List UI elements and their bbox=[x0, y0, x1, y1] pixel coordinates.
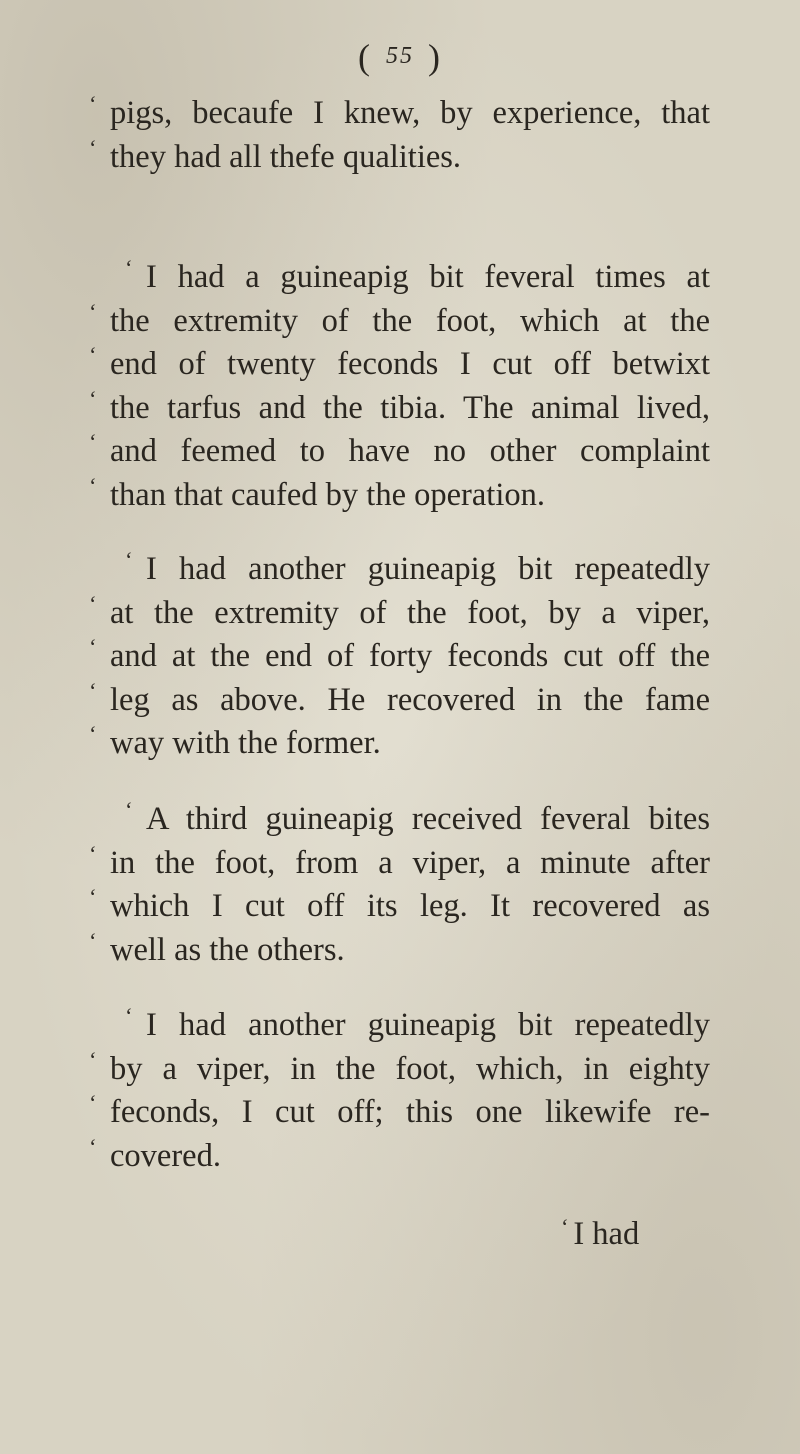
line-text: the tarfus and the tibia. The animal lived, bbox=[110, 389, 710, 426]
line-text: they had all thefe qualities. bbox=[110, 138, 462, 175]
line-text: end of twenty feconds I cut off betwixt bbox=[110, 346, 710, 382]
quote-mark: ‘ bbox=[88, 91, 96, 116]
paragraph-1 bbox=[88, 91, 710, 179]
paragraph-5 bbox=[88, 1003, 710, 1178]
text-line bbox=[88, 634, 710, 679]
line-text: at the extremity of the foot, by a viper, bbox=[110, 594, 710, 631]
quote-mark: ‘ bbox=[124, 255, 132, 280]
text-line bbox=[88, 884, 710, 929]
text-line bbox=[88, 342, 710, 387]
quote-mark: ‘ bbox=[88, 472, 96, 498]
text-line bbox=[88, 385, 710, 431]
line-text: feconds, I cut off; this one likewife re- bbox=[110, 1094, 710, 1130]
text-line bbox=[88, 677, 710, 723]
text-line bbox=[88, 590, 710, 636]
line-text: I had another guineapig bit repeatedly bbox=[146, 1007, 710, 1043]
catchword bbox=[560, 1216, 639, 1253]
line-text: than that caufed by the operation. bbox=[110, 476, 545, 513]
quote-mark: ‘ bbox=[88, 677, 96, 703]
text-line bbox=[88, 1090, 710, 1135]
quote-mark: ‘ bbox=[88, 721, 96, 746]
text-line bbox=[110, 798, 710, 842]
line-text: in the foot, from a viper, a minute after bbox=[110, 844, 710, 881]
quote-mark: ‘ bbox=[88, 134, 96, 160]
text-line bbox=[88, 927, 710, 973]
text-line bbox=[88, 840, 710, 886]
text-line bbox=[88, 1133, 710, 1179]
quote-mark: ‘ bbox=[88, 1090, 96, 1115]
text-line bbox=[88, 134, 710, 180]
quote-mark: ‘ bbox=[88, 429, 96, 454]
quote-mark: ‘ bbox=[88, 1133, 96, 1159]
quote-mark: ‘ bbox=[560, 1214, 568, 1239]
line-text: the extremity of the foot, which at the bbox=[110, 302, 710, 339]
quote-mark: ‘ bbox=[88, 634, 96, 659]
line-text: by a viper, in the foot, which, in eighty bbox=[110, 1050, 710, 1087]
quote-mark: ‘ bbox=[124, 797, 132, 822]
text-line bbox=[88, 429, 710, 474]
quote-mark: ‘ bbox=[88, 342, 96, 367]
text-line bbox=[88, 1046, 710, 1092]
page-number bbox=[0, 36, 800, 78]
line-text: I had a guineapig bit feveral times at bbox=[146, 259, 710, 295]
paragraph-2 bbox=[88, 255, 710, 517]
quote-mark: ‘ bbox=[88, 927, 96, 953]
quote-mark: ‘ bbox=[88, 840, 96, 866]
quote-mark: ‘ bbox=[88, 298, 96, 324]
page-number-value: 55 bbox=[386, 43, 414, 69]
quote-mark: ‘ bbox=[124, 547, 132, 572]
quote-mark: ‘ bbox=[88, 385, 96, 411]
line-text: and feemed to have no other complaint bbox=[110, 433, 710, 469]
line-text: which I cut off its leg. It recovered as bbox=[110, 888, 710, 924]
line-text: A third guineapig received feveral bites bbox=[146, 801, 710, 837]
text-line bbox=[88, 721, 710, 766]
paragraph-4 bbox=[88, 797, 710, 972]
line-text: pigs, becaufe I knew, by experience, that bbox=[110, 95, 710, 131]
line-text: I had another guineapig bit repeatedly bbox=[146, 551, 710, 587]
text-line bbox=[88, 298, 710, 344]
text-line bbox=[110, 256, 710, 300]
text-line bbox=[88, 472, 710, 518]
text-line bbox=[110, 548, 710, 592]
open-paren: ( bbox=[358, 37, 372, 77]
catchword-text: I had bbox=[573, 1216, 640, 1252]
quote-mark: ‘ bbox=[88, 590, 96, 616]
quote-mark: ‘ bbox=[88, 1046, 96, 1072]
line-text: way with the former. bbox=[110, 725, 381, 761]
line-text: covered. bbox=[110, 1137, 221, 1174]
quote-mark: ‘ bbox=[88, 884, 96, 909]
text-line bbox=[110, 1004, 710, 1048]
close-paren: ) bbox=[428, 37, 442, 77]
line-text: well as the others. bbox=[110, 931, 345, 968]
text-line bbox=[88, 91, 710, 136]
line-text: and at the end of forty feconds cut off the bbox=[110, 638, 710, 674]
quote-mark: ‘ bbox=[124, 1003, 132, 1028]
paragraph-3 bbox=[88, 547, 710, 766]
line-text: leg as above. He recovered in the fame bbox=[110, 681, 710, 718]
